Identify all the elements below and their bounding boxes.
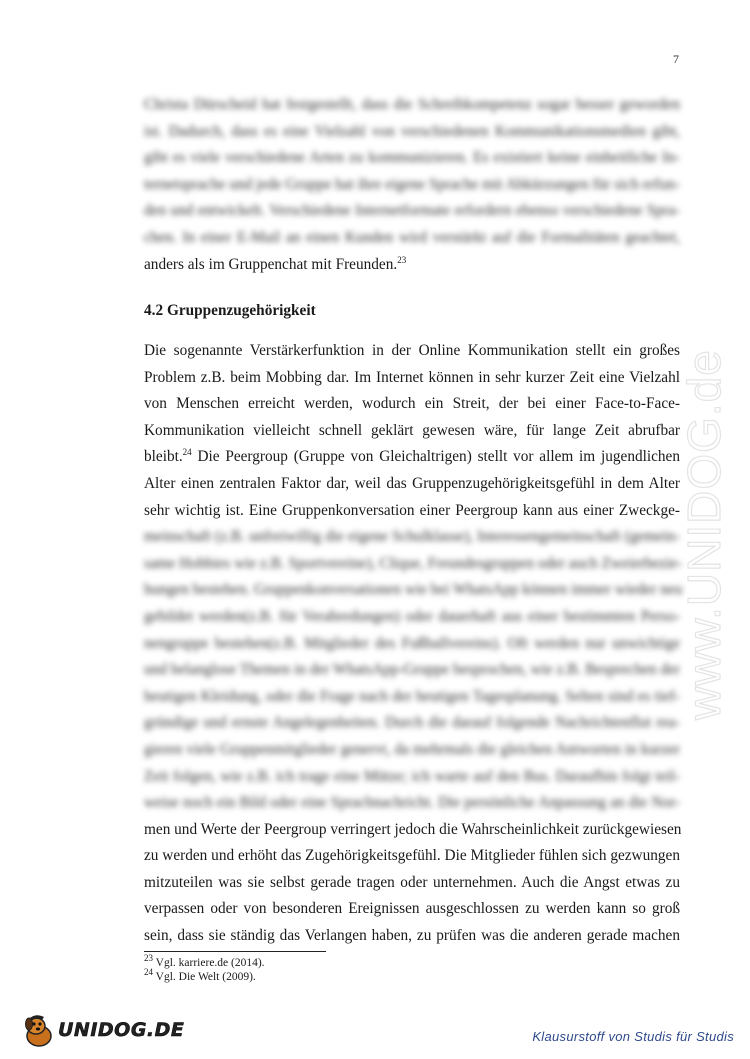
footnote-ref-23[interactable]: 23: [397, 254, 407, 265]
main-blurred-line: Zeit folgen, wie z.B. ich trage eine Mütze; ich warte auf den Bus. Daraufhin folgt teil-: [144, 767, 680, 785]
page-number: 7: [673, 52, 679, 66]
main-bottom-line: zu werden und erhöht das Zugehörigkeitsgefühl. Die Mitglieder fühlen sich gezwungen: [144, 847, 680, 865]
main-bottom-line: men und Werte der Peergroup verringert jedoch die Wahrscheinlichkeit zurückgewiesen: [144, 820, 682, 838]
footer-slogan: Klausurstoff von Studis für Studis: [532, 1029, 734, 1044]
intro-blurred-line: gibt es viele verschiedene Arten zu kommunizieren. Es existiert keine einheitliche In-: [144, 149, 680, 167]
main-bottom-line: mitzuteilen was sie selbst gerade tragen oder unternehmen. Auch die Angst etwas zu: [144, 873, 680, 891]
unidog-logo[interactable]: [22, 1010, 185, 1050]
watermark-text: www.UNIDOG.de: [678, 349, 730, 720]
footnote-rule: [144, 951, 326, 952]
main-top-line: von Menschen erreicht werden, wodurch ein Streit, der bei einer Face-to-Face-: [144, 395, 680, 413]
main-line-with-ref: [144, 444, 680, 471]
main-top-line: Problem z.B. beim Mobbing dar. Im Internet können in sehr kurzer Zeit eine Vielzahl: [144, 368, 680, 386]
main-blurred-line: weise noch ein Bild oder eine Sprachnachricht. Die persönliche Anpassung an die Nor-: [144, 794, 680, 812]
main-blurred-line: meinschaft (z.B. unfreiwillig die eigene Schulklasse), Interessengemeinschaft (gemein-: [144, 528, 680, 546]
main-paragraph: [144, 338, 683, 950]
main-blurred-line: same Hobbies wie z.B. Sportvereine), Clique, Freundesgruppen oder auch Zweierbezie-: [144, 554, 683, 572]
main-top-lines: [144, 338, 680, 444]
footnote-ref-24[interactable]: 24: [182, 447, 192, 458]
main-mid-line: sehr wichtig ist. Eine Gruppenkonversation einer Peergroup kann aus einer Zweckge-: [144, 501, 680, 519]
main-blurred-line: hungen bestehen. Gruppenkonversationen wie bei WhatsApp können immer wieder neu: [144, 581, 683, 599]
main-blurred-text: [144, 524, 683, 817]
intro-last-line: [144, 252, 680, 279]
intro-paragraph: [144, 92, 680, 278]
main-bottom-line: sein, dass sie ständig das Verlangen haben, zu prüfen was die anderen gerade machen: [144, 927, 680, 945]
footnote-24-number: 24: [144, 967, 153, 978]
line5-before: bleibt.: [144, 448, 183, 466]
main-mid-lines: [144, 471, 680, 524]
intro-blurred-text: [144, 92, 680, 252]
main-blurred-line: heutigen Kleidung, oder die Frage nach der heutigen Tagesplanung. Selten sind es tief-: [144, 687, 680, 705]
dog-mascot-icon: [22, 1012, 56, 1048]
main-blurred-line: gebildet werden(z.B. für Verabredungen) oder dauerhaft aus einer bestimmten Perso-: [144, 607, 680, 625]
main-top-line: Die sogenannte Verstärkerfunktion in der Online Kommunikation stellt ein großes: [144, 342, 680, 359]
main-blurred-line: gründige und ernste Angelegenheiten. Durch die darauf folgende Nachrichtenflut rea-: [144, 714, 680, 732]
main-mid-line: Alter einen zentralen Faktor dar, weil das Gruppenzugehörigkeitsgefühl in dem Alter: [144, 474, 680, 492]
logo-text: UNIDOG.DE: [58, 1019, 185, 1041]
intro-blurred-line: ternetsprache und jede Gruppe hat ihre eigene Sprache mit Abkürzungen für sich erfun-: [144, 175, 681, 193]
main-bottom-line: verpassen oder von besonderen Ereignissen ausgeschlossen zu werden kann so groß: [144, 900, 680, 918]
intro-last-line-text: anders als im Gruppenchat mit Freunden.: [144, 255, 398, 273]
section-heading: 4.2 Gruppenzugehörigkeit: [144, 302, 316, 319]
footnote-23-text: Vgl. karriere.de (2014).: [155, 957, 265, 969]
intro-blurred-line: ist. Dadurch, dass es eine Vielzahl von verschiedenen Kommunikationsmedien gibt,: [144, 122, 680, 140]
intro-blurred-line: den und entwickelt. Verschiedene Internetformate erfordern ebenso verschiedene Spra-: [144, 202, 680, 220]
main-top-line: Kommunikation vielleicht schnell geklärt gewesen wäre, für lange Zeit abrufbar: [144, 421, 680, 439]
footnote-23: [144, 953, 265, 970]
main-bottom-lines: [144, 817, 680, 950]
intro-blurred-line: Christa Dürscheid hat festgestellt, dass die Schreibkompetenz sogar besser geworden: [144, 96, 680, 113]
footnote-23-number: 23: [144, 953, 153, 964]
watermark: [678, 140, 730, 740]
main-blurred-line: und belanglose Themen in der WhatsApp-Gruppe besprochen, wie z.B. Besprechen der: [144, 661, 680, 679]
footnote-24-text: Vgl. Die Welt (2009).: [155, 971, 256, 983]
intro-blurred-line: chen. In einer E-Mail an einen Kunden wird verstärkt auf die Formalitäten geachtet,: [144, 228, 680, 246]
main-blurred-line: gieren viele Gruppenmitglieder genervt, da mehrmals die gleichen Antworten in kurzer: [144, 740, 680, 758]
footnote-24: [144, 967, 256, 984]
line5-after: Die Peergroup (Gruppe von Gleichaltrigen) stellt vor allem im jugendlichen: [191, 448, 680, 466]
main-blurred-line: nengruppe bestehen(z.B. Mitglieder des Fußballvereins). Oft werden nur unwichtige: [144, 634, 680, 652]
